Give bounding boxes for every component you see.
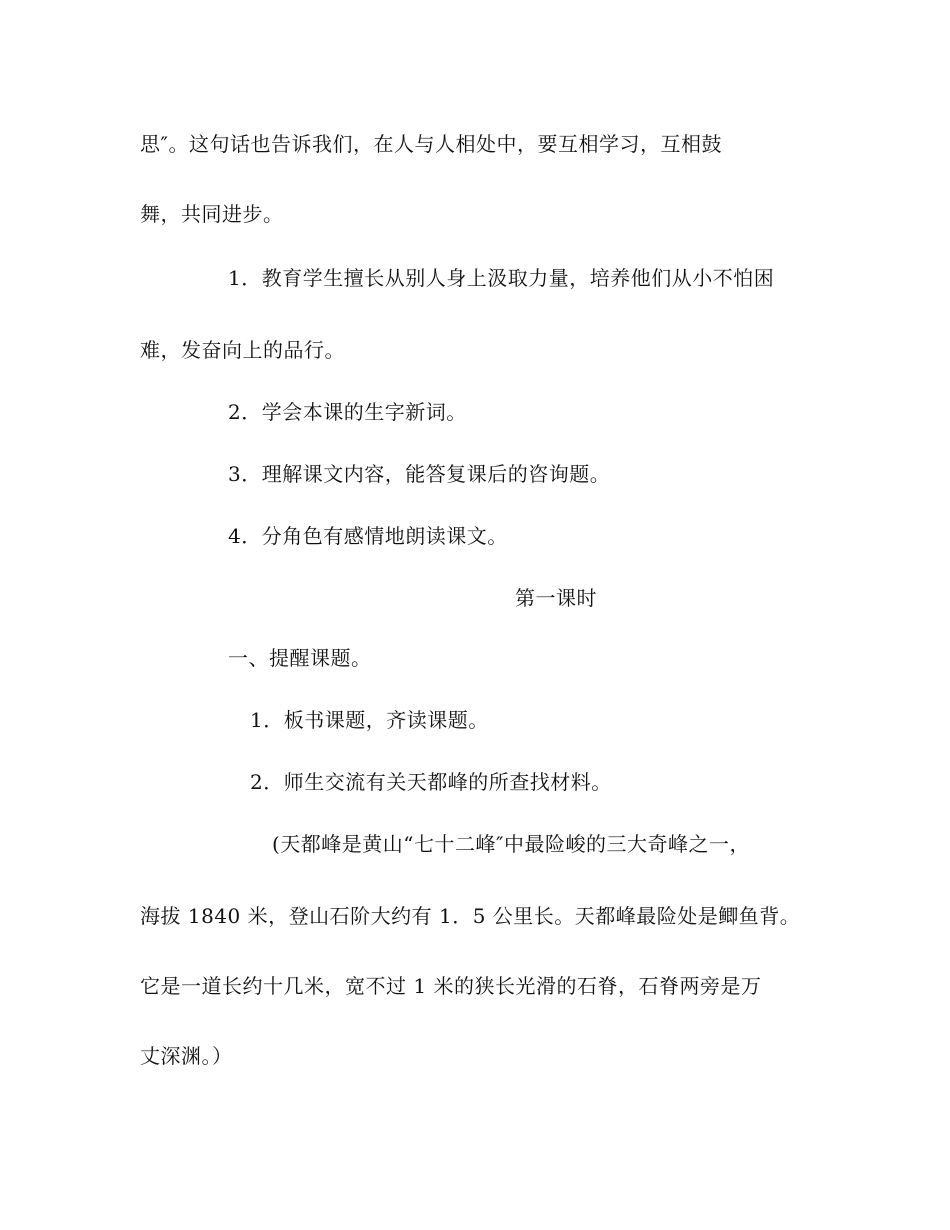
step-item-1: 1．板书课题，齐读课题。 (250, 708, 489, 732)
objective-1-line-2: 难，发奋向上的品行。 (140, 338, 345, 362)
note-line-4: 丈深渊。） (140, 1044, 233, 1068)
note-line-1: (天都峰是黄山“七十二峰″中最险峻的三大奇峰之一， (272, 832, 750, 856)
section-heading: 第一课时 (515, 586, 597, 610)
objective-4: 4．分角色有感情地朗读课文。 (228, 524, 508, 548)
paragraph-line-2: 舞，共同进步。 (140, 202, 284, 226)
paragraph-line-1: 思″。这句话也告诉我们，在人与人相处中，要互相学习，互相鼓 (140, 132, 722, 156)
objective-2: 2．学会本课的生字新词。 (228, 400, 467, 424)
objective-3: 3．理解课文内容，能答复课后的咨询题。 (228, 462, 611, 486)
note-line-2: 海拔 1840 米，登山石阶大约有 1．5 公里长。天都峰最险处是鲫鱼背。 (140, 904, 801, 928)
note-line-3: 它是一道长约十几米，宽不过 1 米的狭长光滑的石脊，石脊两旁是万 (140, 974, 762, 998)
step-heading: 一、提醒课题。 (228, 646, 372, 670)
objective-1-line-1: 1．教育学生擅长从别人身上汲取力量，培养他们从小不怕困 (228, 266, 775, 290)
step-item-2: 2．师生交流有关天都峰的所查找材料。 (250, 770, 612, 794)
